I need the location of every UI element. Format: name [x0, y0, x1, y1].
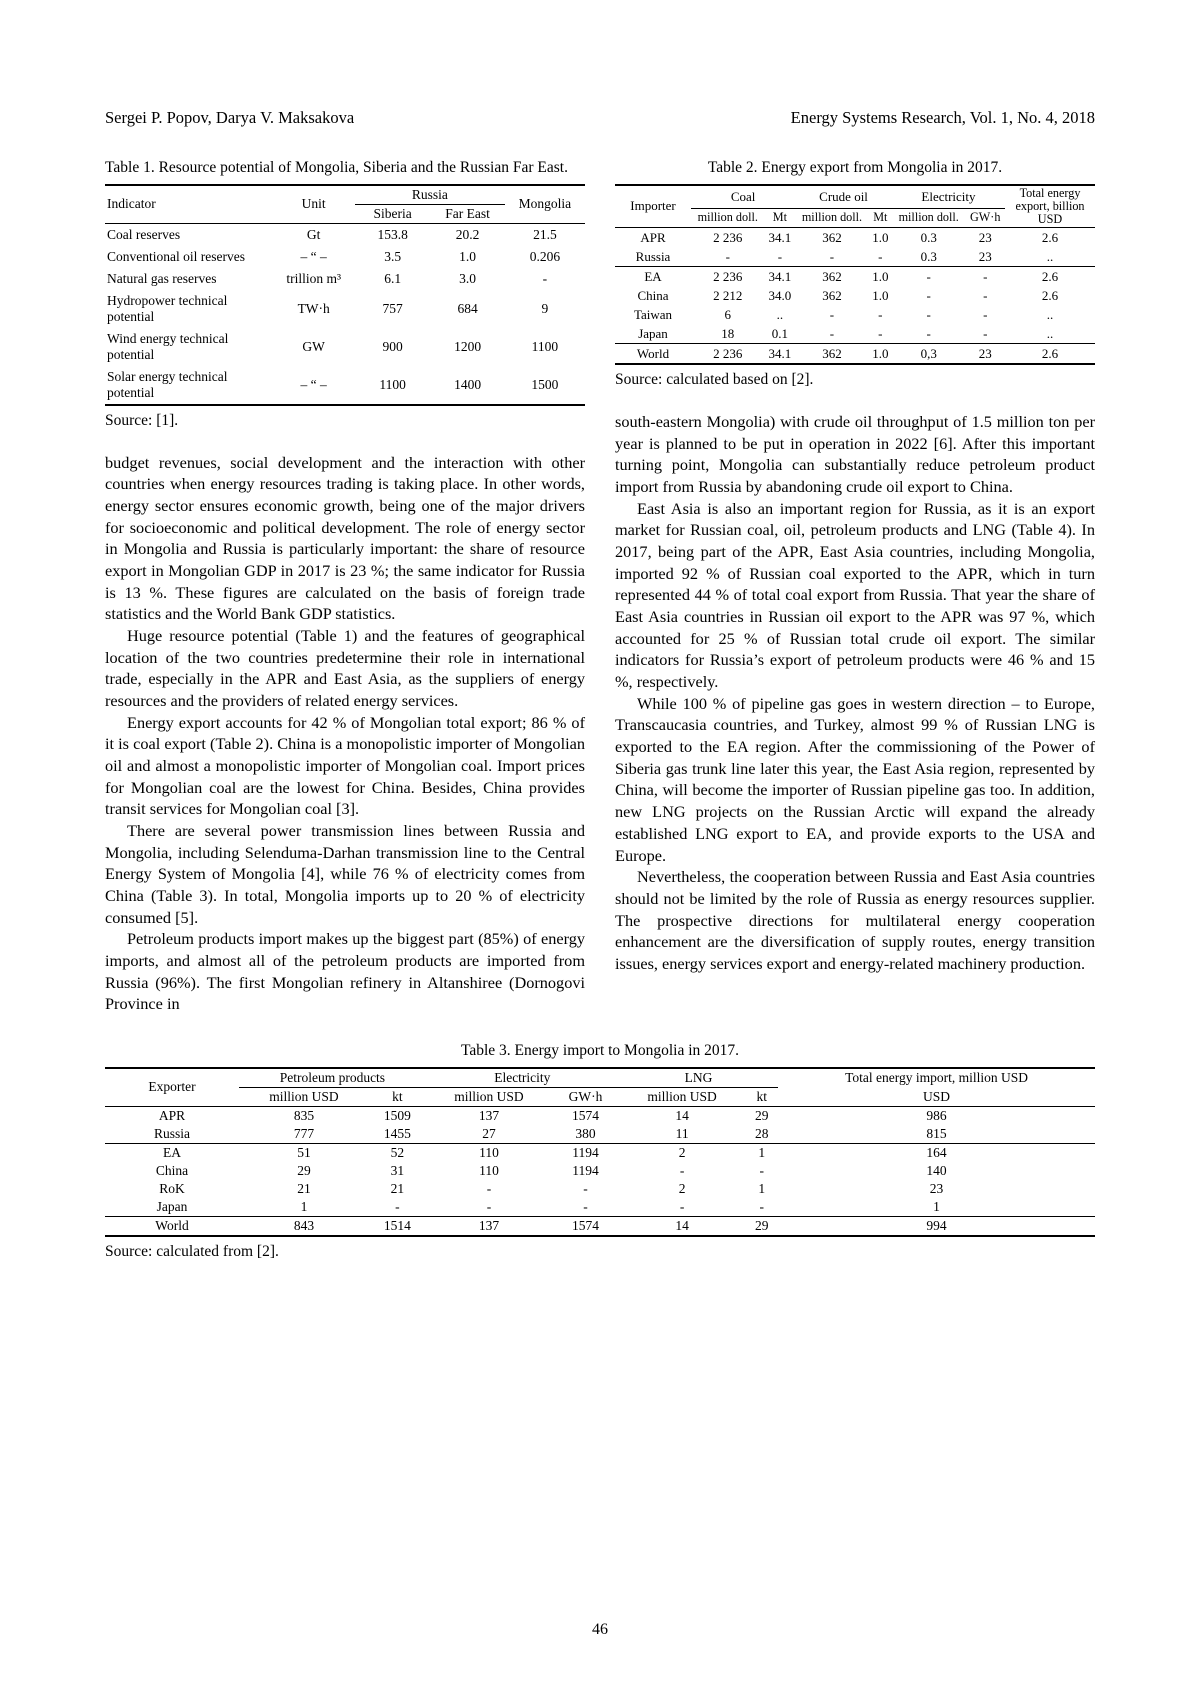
t3-cell: 1455	[383, 1125, 411, 1141]
t2-cell-importer: Japan	[638, 325, 668, 341]
table-row	[105, 366, 585, 405]
t2-cell-importer: EA	[644, 268, 662, 284]
t3-cell-exporter: EA	[163, 1144, 181, 1160]
t3-cell: -	[583, 1198, 588, 1214]
t3-cell: 14	[675, 1107, 689, 1123]
table-resource-potential	[105, 184, 585, 406]
table-row	[615, 267, 1095, 287]
t2-cell: -	[926, 268, 931, 284]
table-row	[105, 1162, 1095, 1180]
t1-cell-unit: – “ –	[300, 376, 327, 392]
t3-cell: 137	[478, 1107, 500, 1123]
t3-cell: 164	[926, 1144, 947, 1160]
t2-cell: 362	[822, 268, 842, 284]
t1-cell-siberia: 757	[382, 300, 403, 316]
t2-cell: 2 236	[713, 268, 743, 284]
t2-cell: 0.3	[920, 248, 937, 264]
t2-cell: -	[878, 325, 883, 341]
running-head	[105, 108, 1095, 128]
t1-cell-mongolia: 0.206	[529, 248, 561, 264]
t3-cell: 2	[678, 1144, 686, 1160]
t3-cell: 1	[758, 1144, 766, 1160]
t3-cell: 1194	[572, 1162, 599, 1178]
t2-cell: 0.1	[771, 325, 788, 341]
table-row	[105, 1106, 1095, 1125]
t2-cell: 0.3	[920, 229, 937, 245]
two-column-layout	[105, 158, 1095, 1015]
t1-cell-fareast: 3.0	[459, 270, 476, 286]
t3-cell: 994	[926, 1217, 947, 1233]
t2-cell: 2.6	[1041, 287, 1059, 303]
t2-cell: 362	[822, 229, 842, 245]
t2-cell: 34.0	[768, 287, 792, 303]
t3-cell: 29	[754, 1107, 769, 1123]
t3-cell: -	[486, 1198, 492, 1214]
t2-header-electricity: Electricity	[892, 185, 1005, 209]
t2-header-crude: Crude oil	[795, 185, 892, 209]
t3-cell: 11	[675, 1125, 689, 1141]
t3-cell: 1194	[572, 1144, 599, 1160]
t3-cell: 110	[479, 1162, 499, 1178]
t2-cell: 23	[978, 345, 992, 361]
t2-cell: 23	[978, 248, 992, 264]
t3-cell: 380	[575, 1125, 596, 1141]
t1-cell-siberia: 900	[382, 338, 403, 354]
t3-cell: 140	[926, 1162, 947, 1178]
t3-header-exporter: Exporter	[105, 1068, 239, 1107]
t2-cell: 2 236	[713, 229, 743, 245]
t3-cell-exporter: APR	[158, 1107, 186, 1123]
t3-cell: -	[679, 1162, 685, 1178]
t1-header-siberia: Siberia	[355, 204, 430, 223]
t3-cell: 28	[754, 1125, 769, 1141]
table-row	[105, 223, 585, 246]
t2-cell: 1.0	[872, 287, 889, 303]
t2-cell: -	[926, 287, 931, 303]
t2-cell: 2.6	[1041, 268, 1059, 284]
t2-cell: 2.6	[1041, 345, 1059, 361]
paragraph: Nevertheless, the cooperation between Russia and East Asia countries should not be limited by the role of Russia as energy resources supplier. The prospective directions for multilateral energy cooperation enhancement are the diversification of supply routes, energy transition issues, energy services export and energy-related machinery production.	[615, 867, 1095, 973]
t2-cell: -	[983, 306, 988, 322]
t1-cell-indicator: Natural gas reserves	[107, 270, 217, 286]
t1-cell-fareast: 1400	[454, 376, 482, 392]
page-number: 46	[592, 1621, 608, 1638]
t2-cell-importer: China	[637, 287, 669, 303]
t3-header-lng: LNG	[619, 1068, 778, 1088]
t2-cell: 34.1	[768, 268, 792, 284]
table-row	[615, 324, 1095, 344]
t1-cell-fareast: 684	[457, 300, 478, 316]
t2-cell: -	[829, 248, 835, 264]
t2-cell-importer: APR	[640, 229, 666, 245]
t3-subheader-pet-kt: kt	[369, 1087, 426, 1106]
table-row	[105, 1216, 1095, 1236]
table-row	[615, 228, 1095, 248]
t3-cell: 1574	[572, 1107, 600, 1123]
running-head-journal: Energy Systems Research, Vol. 1, No. 4, 2018	[790, 108, 1095, 127]
t2-cell: 0,3	[920, 345, 937, 361]
t1-header-unit: Unit	[272, 185, 355, 224]
t2-header-total: Total energy export, billion USD	[1005, 185, 1095, 228]
table-row	[105, 268, 585, 290]
table1-source: Source: [1].	[105, 411, 179, 429]
t1-cell-mongolia: -	[542, 270, 548, 286]
t3-header-electricity: Electricity	[426, 1068, 619, 1088]
right-column-body	[615, 411, 1095, 974]
right-column	[615, 158, 1095, 1015]
t2-cell: ..	[1046, 306, 1054, 322]
paragraph: south-eastern Mongolia) with crude oil throughput of 1.5 million ton per year is planned to be put in operation in 2022 [6]. After this important turning point, Mongolia can substantially reduce petroleum product import from Russia by abandoning crude oil export to China.	[615, 412, 1095, 497]
t1-cell-siberia: 3.5	[384, 248, 402, 264]
t2-subheader-crude-mt: Mt	[869, 208, 892, 227]
t3-cell: 23	[929, 1180, 944, 1196]
t3-cell: 29	[754, 1217, 769, 1233]
t2-subheader-el-mdoll: million doll.	[892, 208, 966, 227]
t2-cell: 2.6	[1041, 229, 1059, 245]
running-head-authors: Sergei P. Popov, Darya V. Maksakova	[105, 108, 355, 127]
t3-subheader-el-musd: million USD	[426, 1087, 552, 1106]
t2-cell: -	[725, 248, 730, 264]
t2-cell: -	[878, 306, 883, 322]
t3-subheader-pet-musd: million USD	[239, 1087, 369, 1106]
t1-cell-siberia: 6.1	[384, 270, 402, 286]
t1-cell-unit: TW·h	[297, 300, 330, 316]
t3-cell-exporter: Japan	[156, 1198, 188, 1214]
t1-cell-unit: GW	[302, 338, 325, 354]
table3-source: Source: calculated from [2].	[105, 1242, 279, 1260]
t2-cell: ..	[776, 306, 784, 322]
t2-cell-importer: Taiwan	[633, 306, 673, 322]
t3-cell: 31	[390, 1162, 405, 1178]
t2-cell: -	[983, 325, 988, 341]
paragraph: Petroleum products import makes up the biggest part (85%) of energy imports, and almost all of the petroleum products are imported from Russia (96%). The first Mongolian refinery in Altanshiree (Dornogovi Province in	[105, 929, 585, 1014]
t3-cell: 27	[482, 1125, 496, 1141]
t2-cell: 1.0	[872, 229, 889, 245]
table-row	[615, 286, 1095, 305]
t3-cell: 777	[293, 1125, 315, 1141]
t3-cell: 14	[675, 1217, 689, 1233]
t2-subheader-coal-mdoll: million doll.	[691, 208, 765, 227]
table-row	[105, 246, 585, 268]
table-row	[105, 1143, 1095, 1162]
t2-cell: 34.1	[768, 229, 792, 245]
t1-cell-unit: – “ –	[300, 248, 327, 264]
t1-cell-fareast: 20.2	[455, 226, 480, 242]
table-row	[105, 1125, 1095, 1144]
t3-cell: 29	[297, 1162, 311, 1178]
t3-cell: -	[486, 1180, 492, 1196]
t3-cell: -	[759, 1198, 764, 1214]
table-row	[615, 344, 1095, 365]
t1-cell-mongolia: 21.5	[533, 226, 557, 242]
t2-cell: 2 236	[713, 345, 743, 361]
table-row	[105, 1198, 1095, 1217]
t3-cell: 2	[678, 1180, 686, 1196]
t2-cell: -	[983, 268, 988, 284]
t2-subheader-el-gwh: GW·h	[965, 208, 1005, 227]
t1-cell-indicator: Coal reserves	[107, 226, 181, 242]
table-row	[105, 328, 585, 366]
t3-cell: 1	[300, 1198, 308, 1214]
table-row	[105, 1180, 1095, 1198]
left-column	[105, 158, 585, 1015]
t3-subheader-total-usd: USD	[778, 1087, 1095, 1106]
t3-cell: 1514	[383, 1217, 411, 1233]
t3-cell: 986	[926, 1107, 947, 1123]
t1-cell-fareast: 1200	[454, 338, 482, 354]
t3-subheader-lng-musd: million USD	[619, 1087, 745, 1106]
t2-subheader-crude-mdoll: million doll.	[795, 208, 869, 227]
table3-caption: Table 3. Energy import to Mongolia in 2017.	[460, 1042, 740, 1060]
t2-cell: ..	[1046, 325, 1054, 341]
t2-cell: -	[926, 325, 931, 341]
t3-cell: -	[759, 1162, 764, 1178]
t2-cell: 34.1	[768, 345, 792, 361]
t1-header-russia: Russia	[355, 185, 505, 205]
t3-cell: -	[583, 1180, 588, 1196]
t1-cell-siberia: 153.8	[377, 226, 408, 242]
t3-subheader-el-gwh: GW·h	[552, 1087, 619, 1106]
table3-block	[105, 1041, 1095, 1261]
table2-caption: Table 2. Energy export from Mongolia in 2017.	[707, 158, 1003, 176]
t2-cell: -	[878, 248, 883, 264]
t1-cell-fareast: 1.0	[459, 248, 476, 264]
t3-cell: -	[679, 1198, 685, 1214]
t2-cell: -	[777, 248, 783, 264]
t1-header-indicator: Indicator	[105, 185, 272, 224]
t1-header-mongolia: Mongolia	[505, 185, 585, 224]
paragraph: East Asia is also an important region for Russia, as it is an export market for Russian coal, oil, petroleum products and LNG (Table 4). In 2017, being part of the APR, East Asia countries, including Mongolia, imported 92 % of Russian coal exported to the APR, which in turn represented 44 % of total coal export from Russia. That year the share of East Asia countries in Russian oil export to the APR was 97 %, which accounted for 25 % of Russian total crude oil export. The similar indicators for Russia’s export of petroleum products were 46 % and 15 %, respectively.	[615, 498, 1095, 692]
table1-caption: Table 1. Resource potential of Mongolia, Siberia and the Russian Far East.	[105, 158, 568, 176]
t1-header-fareast: Far East	[430, 204, 504, 223]
t1-cell-unit: trillion m³	[286, 270, 342, 286]
t1-cell-indicator: Solar energy technical potential	[107, 368, 228, 400]
t1-cell-indicator: Hydropower technical potential	[107, 292, 228, 324]
t1-cell-mongolia: 9	[541, 300, 549, 316]
t1-cell-mongolia: 1500	[531, 376, 559, 392]
t1-cell-indicator: Conventional oil reserves	[107, 248, 245, 264]
t2-cell: 6	[724, 306, 732, 322]
t2-cell: 2 212	[713, 287, 743, 303]
t2-cell-importer: Russia	[635, 248, 671, 264]
t3-header-total: Total energy import, million USD	[845, 1070, 1028, 1086]
t1-cell-indicator: Wind energy technical potential	[107, 330, 229, 362]
t2-cell: -	[829, 325, 835, 341]
t3-header-petroleum: Petroleum products	[239, 1068, 426, 1088]
paragraph: There are several power transmission lines between Russia and Mongolia, including Selenduma-Darhan transmission line to the Central Energy System of Mongolia [4], while 76 % of electricity comes from China (Table 3). In total, Mongolia imports up to 20 % of electricity consumed [5].	[105, 821, 585, 927]
t3-cell: 51	[297, 1144, 311, 1160]
t3-cell: 52	[390, 1144, 405, 1160]
t1-cell-mongolia: 1100	[531, 338, 559, 354]
t2-cell: 18	[721, 325, 735, 341]
t2-cell: -	[829, 306, 835, 322]
t2-cell-importer: World	[636, 345, 670, 361]
t3-cell: 1509	[383, 1107, 411, 1123]
t3-cell-exporter: Russia	[153, 1125, 190, 1141]
table-row	[615, 247, 1095, 267]
left-column-body	[105, 452, 585, 1015]
t3-cell: 1	[933, 1198, 940, 1214]
t2-cell: 1.0	[872, 345, 889, 361]
t1-cell-unit: Gt	[306, 226, 321, 242]
t3-cell: 137	[478, 1217, 500, 1233]
t3-cell: -	[395, 1198, 400, 1214]
t3-cell-exporter: China	[155, 1162, 189, 1178]
table-row	[105, 290, 585, 328]
t3-cell: 110	[479, 1144, 499, 1160]
t3-subheader-lng-kt: kt	[745, 1087, 778, 1106]
paragraph: While 100 % of pipeline gas goes in western direction – to Europe, Transcaucasia countries, and Turkey, almost 99 % of Russian LNG is exported to the EA region. After the commissioning of the Power of Siberia gas trunk line later this year, the East Asia region, represented by China, will become the importer of Russian pipeline gas too. In addition, new LNG projects on the Russian Arctic will expand the already established LNG export to EA, and provide exports to the USA and Europe.	[615, 693, 1095, 865]
t2-cell: -	[926, 306, 931, 322]
t2-header-coal: Coal	[691, 185, 795, 209]
t2-cell: 23	[978, 229, 992, 245]
t3-cell-exporter: RoK	[159, 1180, 185, 1196]
table-energy-export	[615, 184, 1095, 365]
t2-cell: 362	[822, 345, 842, 361]
table-row	[615, 305, 1095, 324]
t2-cell: ..	[1046, 248, 1054, 264]
t3-cell: 843	[293, 1217, 315, 1233]
t3-cell: 1574	[572, 1217, 600, 1233]
t3-cell: 835	[293, 1107, 315, 1123]
t3-cell: 1	[758, 1180, 766, 1196]
t2-cell: -	[983, 287, 988, 303]
table2-source: Source: calculated based on [2].	[615, 371, 814, 389]
t2-cell: 1.0	[872, 268, 889, 284]
t3-cell: 21	[297, 1180, 311, 1196]
t1-cell-siberia: 1100	[379, 376, 406, 392]
t2-header-importer: Importer	[615, 185, 691, 228]
paragraph: Huge resource potential (Table 1) and the features of geographical location of the two countries predetermine their role in international trade, especially in the APR and East Asia, as the suppliers of energy resources and the providers of related energy services.	[105, 626, 585, 711]
paragraph: Energy export accounts for 42 % of Mongolian total export; 86 % of it is coal export (Table 2). China is a monopolistic importer of Mongolian oil and almost a monopolistic importer of Mongolian coal. Import prices for Mongolian coal are the lowest for China. Besides, China provides transit services for Mongolian coal [3].	[105, 712, 585, 819]
paragraph: budget revenues, social development and the interaction with other countries when energy resources trading is taking place. In other words, energy sector ensures economic growth, being one of the major drivers for socioeconomic and political development. The role of energy sector in Mongolia and Russia is particularly important: the share of resource export in Mongolian GDP in 2017 is 23 %; the same indicator for Russia is 13 %. These figures are calculated on the basis of foreign trade statistics and the World Bank GDP statistics.	[105, 452, 585, 624]
table-energy-import	[105, 1067, 1095, 1237]
t2-subheader-coal-mt: Mt	[765, 208, 796, 227]
t3-cell-exporter: World	[155, 1217, 189, 1233]
t3-cell: 21	[390, 1180, 405, 1196]
t2-cell: 362	[822, 287, 842, 303]
t3-cell: 815	[926, 1125, 947, 1141]
